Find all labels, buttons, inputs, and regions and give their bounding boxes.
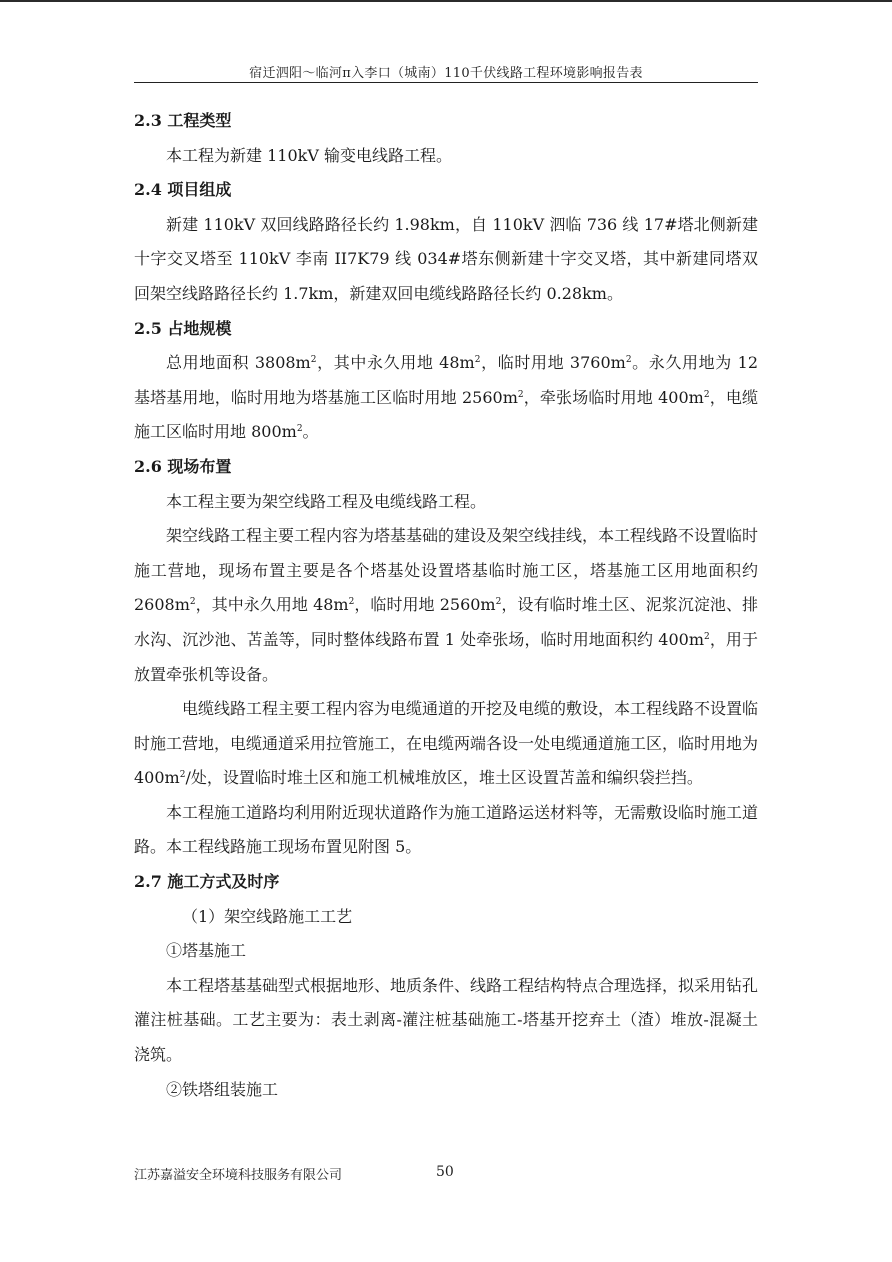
section-heading-2-6: 2.6 现场布置 <box>134 456 232 476</box>
text-run: ，电缆施工区临时用地 800m <box>134 387 758 442</box>
text-run: 总用地面积 3808m <box>166 353 311 373</box>
document-body <box>134 104 758 1107</box>
section-heading-2-5: 2.5 占地规模 <box>134 318 232 338</box>
superscript: 2 <box>179 770 186 781</box>
text-run: ，设有临时堆土区、泥浆沉淀池、排水沟、沉沙池、苫盖等，同时整体线路布置 1 处牵张场，临时用地面积约 400m <box>134 595 758 649</box>
superscript: 2 <box>189 597 196 608</box>
text-run: ，用于放置牵张机等设备。 <box>134 629 758 684</box>
text-run: 电缆线路工程主要工程内容为电缆通道的开挖及电缆的敷设，本工程线路不设置临时施工营地，电缆通道采用拉管施工，在电缆两端各设一处电缆通道施工区，临时用地为 400m <box>134 699 759 788</box>
paragraph-overhead-layout <box>134 519 758 692</box>
section-heading-2-3: 2.3 工程类型 <box>134 111 232 130</box>
superscript: 2 <box>474 355 481 366</box>
text-run: 。永久用地为 12 基塔基用地，临时用地为塔基施工区临时用地 2560m <box>134 353 758 407</box>
top-border-line <box>0 0 892 2</box>
superscript: 2 <box>517 389 524 400</box>
text-run: 架空线路工程主要工程内容为塔基基础的建设及架空线挂线，本工程线路不设置临时施工营地，现场布置主要是各个塔基处设置塔基临时施工区，塔基施工区用地面积约 2608m <box>134 526 759 615</box>
page-header-title: 宿迁泗阳～临河π入李口（城南）110千伏线路工程环境影响报告表 <box>249 66 643 81</box>
text-run: ，其中永久用地 48m <box>316 353 475 373</box>
text-run: ，临时用地 2560m <box>354 595 496 615</box>
list-item: ①塔基施工 <box>166 941 247 961</box>
page-number: 50 <box>436 1164 454 1180</box>
paragraph: 本工程为新建 110kV 输变电线路工程。 <box>166 145 452 165</box>
paragraph: 本工程塔基基础型式根据地形、地质条件、线路工程结构特点合理选择，拟采用钻孔灌注桩基础。工艺主要为：表土剥离-灌注桩基础施工-塔基开挖弃土（渣）堆放-混凝土浇筑。 <box>134 975 759 1065</box>
superscript: 2 <box>704 631 710 642</box>
section-heading-2-4: 2.4 项目组成 <box>134 180 232 200</box>
paragraph: 新建 110kV 双回线路路径长约 1.98km，自 110kV 泗临 736 线 17#塔北侧新建十字交叉塔至 110kV 李南 II7K79 线 034#塔东侧新建十字交叉塔，其中新建同塔双回架空线路路径长约 1.7km，新建双回电缆线路路径长约 0.28km。 <box>134 214 758 303</box>
superscript: 2 <box>296 424 303 435</box>
text-run: ，牵张场临时用地 400m <box>523 387 704 407</box>
list-item: ②铁塔组装施工 <box>166 1079 279 1099</box>
footer-company: 江苏嘉溢安全环境科技服务有限公司 <box>134 1168 343 1183</box>
subheading: （1）架空线路施工工艺 <box>182 906 353 926</box>
paragraph: 本工程施工道路均利用附近现状道路作为施工道路运送材料等，无需敷设临时施工道路。本工程线路施工现场布置见附图 5。 <box>134 802 759 857</box>
section-heading-2-7: 2.7 施工方式及时序 <box>134 872 280 892</box>
text-run: 。 <box>302 422 319 442</box>
text-run: /处，设置临时堆土区和施工机械堆放区，堆土区设置苫盖和编织袋拦挡。 <box>185 768 703 788</box>
superscript: 2 <box>625 355 632 366</box>
text-run: ，临时用地 3760m <box>480 353 626 373</box>
paragraph-land-use <box>134 346 758 450</box>
paragraph: 本工程主要为架空线路工程及电缆线路工程。 <box>166 491 487 511</box>
superscript: 2 <box>703 389 710 400</box>
superscript: 2 <box>348 597 355 608</box>
paragraph-cable-layout <box>134 692 758 796</box>
superscript: 2 <box>310 355 317 366</box>
superscript: 2 <box>495 597 502 608</box>
header-divider <box>134 82 758 83</box>
text-run: ，其中永久用地 48m <box>195 595 349 615</box>
